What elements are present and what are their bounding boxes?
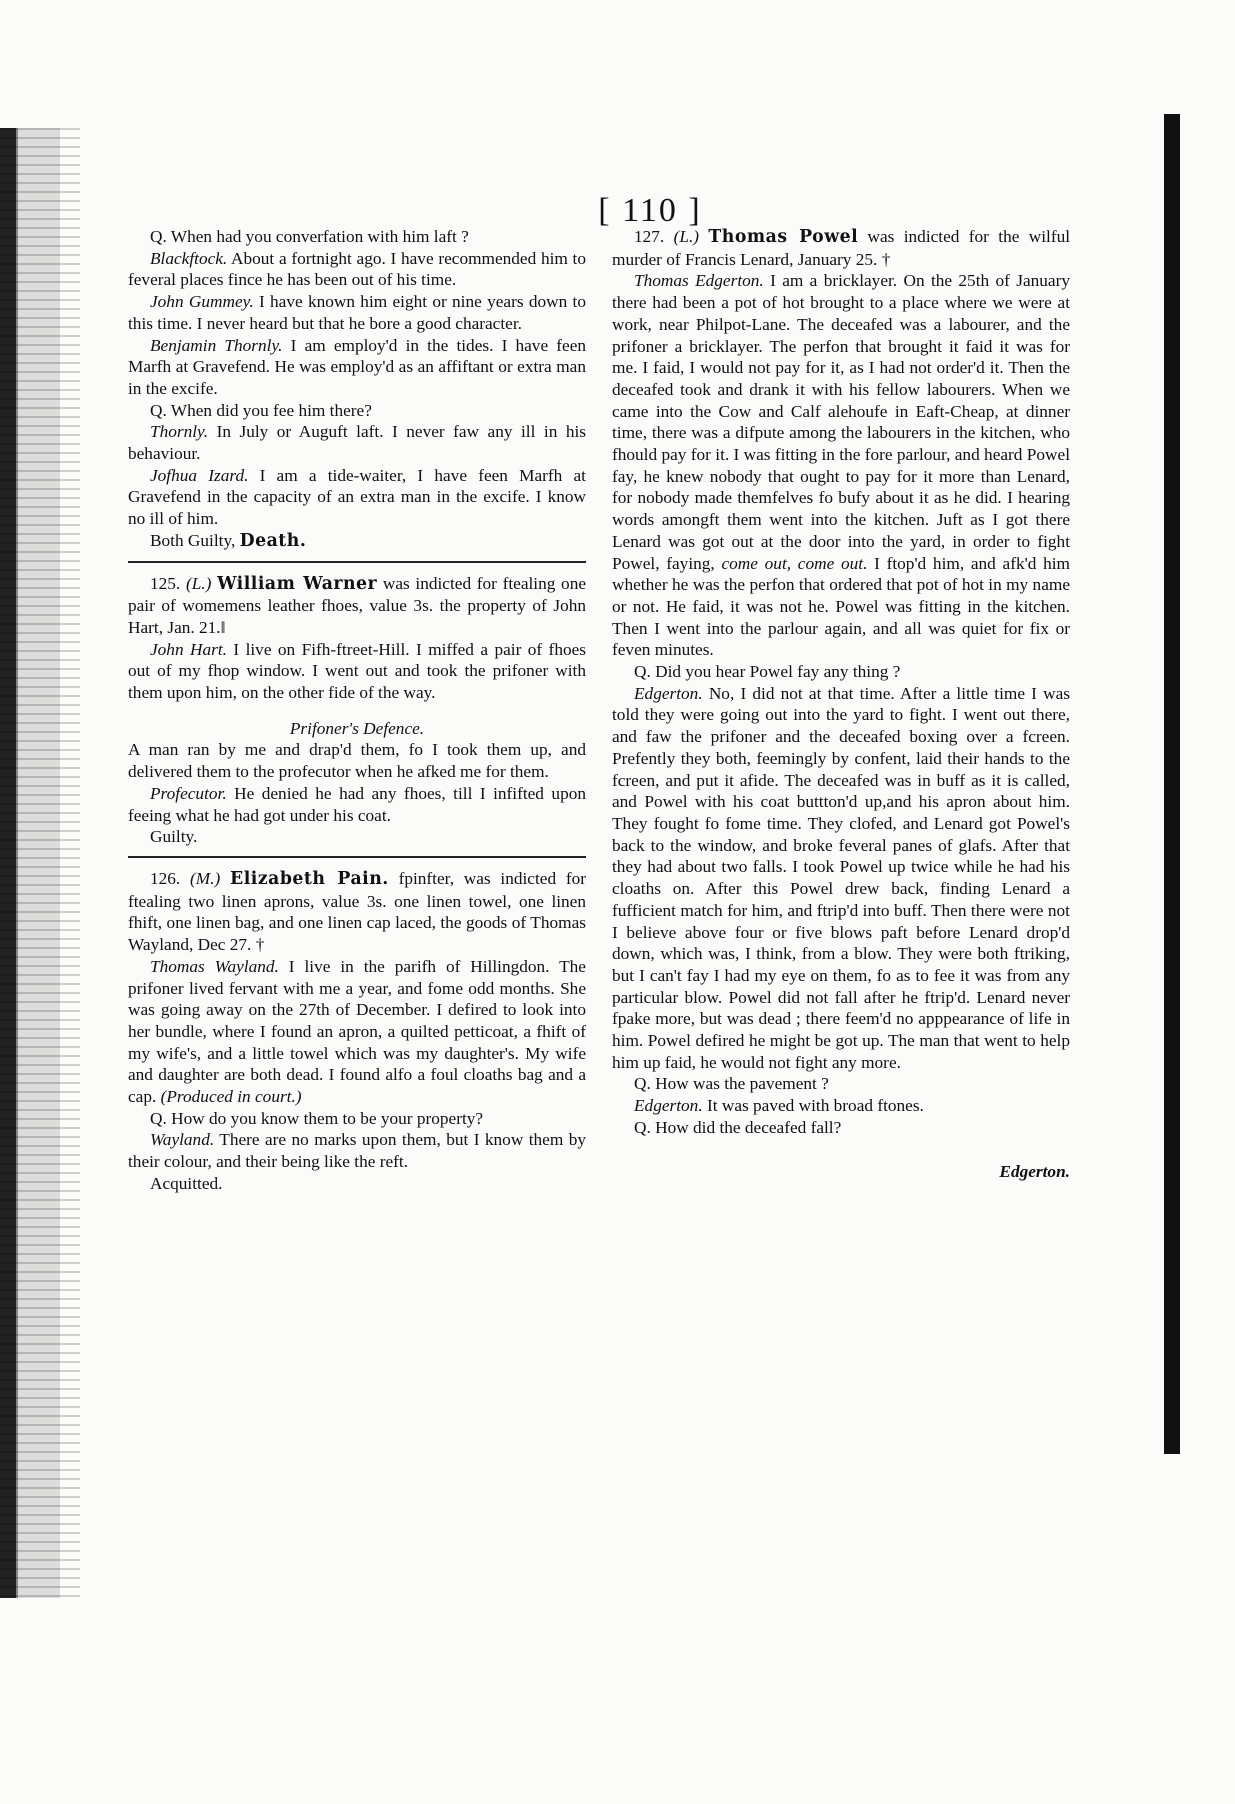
- speaker: Jofhua Izard.: [150, 465, 249, 485]
- defendant-name: William Warner: [217, 573, 378, 594]
- case-code: (M.): [190, 868, 231, 888]
- paragraph-text: There are no marks upon them, but I know them by their colour, and their being like the reft.: [128, 1130, 586, 1172]
- left-column: [128, 226, 586, 1195]
- paragraph-text: About a fortnight ago. I have recommended him to feveral places fince he has been out of his time.: [128, 248, 586, 290]
- case-heading: [612, 226, 1070, 270]
- paragraph-text: I am employ'd in the tides. I have feen Marfh at Gravefend. He was employ'd as an affiftant or extra man in the excife.: [128, 335, 587, 398]
- paragraph: Q. How was the pavement ?: [634, 1074, 829, 1094]
- case-code: (L.): [185, 573, 218, 593]
- speaker: Profecutor.: [150, 783, 227, 803]
- paragraph: [128, 783, 586, 826]
- paragraph-text: He denied he had any fhoes, till I infifted upon feeing what he had got under his coat.: [128, 783, 586, 825]
- paragraph: A man ran by me and drap'd them, fo I took them up, and delivered them to the profecutor when he afked me for them.: [128, 740, 586, 782]
- paragraph-text: I have known him eight or nine years down to this time. I never heard but that he bore a good character.: [128, 292, 587, 333]
- defendant-name: Elizabeth Pain.: [230, 868, 389, 889]
- verdict-sentence: Death.: [239, 530, 307, 551]
- case-number: 127.: [634, 227, 674, 246]
- verdict: [128, 530, 586, 553]
- paragraph: Q. How do you know them to be your property?: [150, 1108, 484, 1128]
- court-note: (Produced in court.): [160, 1087, 302, 1107]
- speaker: Thomas Wayland.: [150, 956, 279, 976]
- section-heading: Prifoner's Defence.: [289, 718, 425, 738]
- paragraph: [612, 683, 1070, 1074]
- verdict-text: Both Guilty,: [150, 530, 240, 550]
- paragraph: [612, 270, 1070, 661]
- paragraph-text: I live on Fifh-ftreet-Hill. I miffed a pair of fhoes out of my fhop window. I went out and took the prifoner with them upon him, on the other fide of the way.: [128, 639, 586, 703]
- speaker: Wayland.: [150, 1130, 215, 1150]
- case-heading: [128, 573, 586, 639]
- paragraph-text: I live in the parifh of Hillingdon. The prifoner lived fervant with me a year, and fome odd months. She was going away on the 27th of December. I defired to look into her bundle, where I found an apron, a quilted petticoat, a fhift of my wife's, and a little towel which was my daughter's. My wife and daughter are both dead. I found alfo a foul cloaths bag and a cap.: [128, 956, 586, 1107]
- paragraph: [128, 465, 586, 530]
- paragraph: [128, 639, 586, 704]
- quoted-speech: come out, come out.: [721, 553, 868, 573]
- paragraph-text: I ftop'd him, and afk'd him whether he was the perfon that ordered that pot of hot in my name or not. He faid, it was not he. Powel was fitting in the kitchen. Then I went into the parlour again, and all was quiet for fix or feven minutes.: [612, 553, 1070, 660]
- paragraph: [128, 421, 586, 464]
- paragraph: [128, 291, 586, 334]
- speaker: John Hart.: [150, 639, 227, 659]
- paragraph: [612, 1095, 1070, 1117]
- speaker: John Gummey.: [150, 292, 254, 312]
- paragraph-text: It was paved with broad ftones.: [702, 1096, 924, 1116]
- speaker: Edgerton.: [634, 683, 703, 703]
- speaker: Benjamin Thornly.: [150, 335, 283, 355]
- paragraph: [128, 1129, 586, 1172]
- speaker: Thornly.: [150, 422, 209, 442]
- verdict: Acquitted.: [150, 1173, 223, 1193]
- page-header: [130, 192, 1070, 229]
- paragraph-text: In July or Auguft laft. I never faw any ill in his behaviour.: [128, 422, 586, 464]
- verdict: Guilty.: [150, 827, 198, 847]
- paragraph: [128, 956, 586, 1108]
- paragraph: Q. How did the deceafed fall?: [634, 1117, 842, 1137]
- case-number: 126.: [150, 868, 191, 888]
- speaker: Blackftock.: [150, 248, 228, 268]
- paragraph: Q. When did you fee him there?: [150, 400, 372, 420]
- paragraph-text: I am a bricklayer. On the 25th of January there had been a pot of hot brought to a place where we were at work, near Philpot-Lane. The deceafed was a labourer, and the prifoner a bricklayer. The perfon that brought it faid it was for me. I faid, I would not pay for it, as I had not order'd it. Then the deceafed took and drank it with his fellow labourers. When we came into the Cow and Calf alehoufe in Eaft-Cheap, at dinner time, there was a difpute among the labourers in the kitchen, who fhould pay for it. I was fitting in the fore parlour, and heard Powel fay, he knew nobody that ought to pay for it more than Lenard, for nobody made themfelves fo bufy about it as he did. I hearing words amongft them went into the kitchen. Juft as I got there Lenard was got out at the door into the yard, in order to fight Powel, faying,: [612, 271, 1070, 573]
- right-column: [612, 226, 1070, 1182]
- case-heading: [128, 868, 586, 956]
- defendant-name: Thomas Powel: [708, 227, 859, 247]
- binding-edge-left: [0, 128, 80, 1598]
- paragraph-text: No, I did not at that time. After a little time I was told they were going out into the yard to fight. I went out there, and faw the prifoner and the deceafed boxing over a fcreen. Prefently they both, feemingly by confent, laid their hands to the fcreen, and put it afide. The deceafed was in buff as it is called, and Powel with his coat buttton'd up,and his apron about him. They fought fo fome time. They clofed, and Lenard got Powel's back to the window, and broke feveral panes of glafs. After that they had about two falls. I took Powel up twice while he had his cloaths on. After this Powel drew back, finding Lenard a fufficient match for him, and ftrip'd into buff. Then there were not I believe above four or five blows paft before Lenard drop'd down, which was, I think, from a blow. They were both ftriking, but I can't fay I had my eye on them, fo as to fee it was from any particular blow. Powel did not fall after he ftrip'd. Lenard never fpake more, but was dead ; there feem'd no apppearance of life in him. Powel defired he might be got up. The man that went to help him up faid, he would not fight any more.: [612, 683, 1070, 1072]
- paragraph: Q. When had you converfation with him laft ?: [150, 227, 469, 246]
- case-code: (L.): [673, 227, 709, 246]
- case-text: fpinfter, was indicted for ftealing two linen aprons, value 3s. one linen towel, one linen fhift, one linen bag, and one linen cap laced, the goods of Thomas Wayland, Dec 27. †: [128, 868, 587, 955]
- case-number: 125.: [150, 573, 186, 593]
- paragraph: Q. Did you hear Powel fay any thing ?: [634, 662, 901, 682]
- spacer: [128, 704, 586, 718]
- paragraph: [128, 335, 586, 400]
- case-text: was indicted for ftealing one pair of womemens leather fhoes, value 3s. the property of John Hart, Jan. 21.‖: [128, 573, 587, 637]
- speaker: Edgerton.: [634, 1096, 703, 1116]
- paragraph-text: I am a tide-waiter, I have feen Marfh at Gravefend in the capacity of an extra man in the excife. I know no ill of him.: [128, 465, 586, 529]
- case-text: was indicted for the wilful murder of Francis Lenard, January 25. †: [612, 227, 1071, 269]
- catchword: Edgerton.: [999, 1161, 1070, 1181]
- section-rule: [128, 561, 586, 563]
- section-rule: [128, 856, 586, 858]
- page-number: [ 110 ]: [598, 192, 702, 229]
- paragraph: [128, 248, 586, 291]
- binding-edge-right: [1164, 114, 1180, 1454]
- speaker: Thomas Edgerton.: [634, 271, 764, 291]
